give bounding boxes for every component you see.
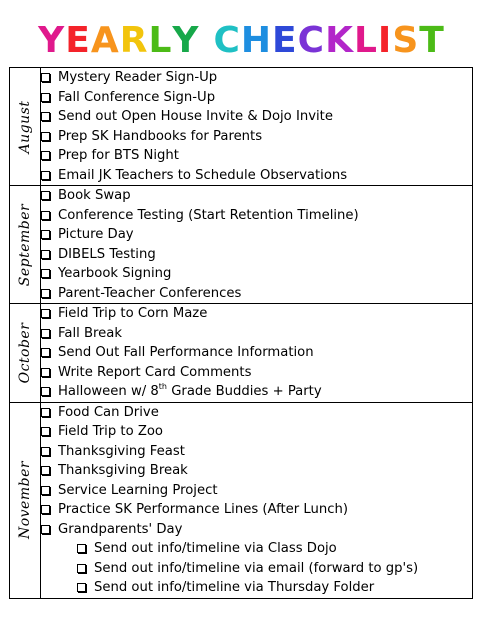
item-label: Field Trip to Corn Maze	[58, 306, 208, 322]
month-label: October	[17, 322, 33, 384]
month-items	[41, 186, 473, 304]
month-row-october	[10, 304, 473, 403]
month-row-november	[10, 402, 473, 598]
title-letter: H	[240, 20, 273, 61]
checkbox-icon[interactable]	[41, 505, 50, 514]
checkbox-icon[interactable]	[41, 73, 50, 82]
item-label: Send out Open House Invite & Dojo Invite	[58, 109, 333, 125]
item-label: Write Report Card Comments	[58, 364, 252, 380]
item-label: Field Trip to Zoo	[58, 424, 163, 440]
title-letter: Y	[172, 20, 200, 61]
month-row-august	[10, 68, 473, 186]
item-label: Send out info/timeline via email (forward to gp's)	[94, 560, 419, 576]
item-label: Fall Conference Sign-Up	[58, 89, 216, 105]
checkbox-icon[interactable]	[41, 466, 50, 475]
checklist-item[interactable]	[41, 442, 472, 462]
checklist-item-halloween[interactable]	[41, 382, 472, 402]
month-label-cell	[10, 402, 41, 598]
checkbox-icon[interactable]	[41, 427, 50, 436]
checkbox-icon[interactable]	[41, 387, 50, 396]
checklist-item[interactable]	[41, 186, 472, 206]
item-label	[58, 384, 322, 399]
checkbox-icon[interactable]	[77, 544, 86, 553]
checklist-item[interactable]	[41, 461, 472, 481]
checklist-table	[9, 67, 473, 599]
checklist-item[interactable]	[41, 363, 472, 383]
checkbox-icon[interactable]	[41, 309, 50, 318]
month-label-cell	[10, 186, 41, 304]
title-letter: Y	[38, 20, 66, 61]
title-letter: C	[297, 20, 326, 61]
item-label: Send out info/timeline via Thursday Folder	[94, 580, 375, 596]
checkbox-icon[interactable]	[77, 564, 86, 573]
checklist-item[interactable]	[41, 304, 472, 324]
checklist-item[interactable]	[41, 500, 472, 520]
item-label: Send Out Fall Performance Information	[58, 345, 314, 361]
item-label: Email JK Teachers to Schedule Observations	[58, 167, 348, 183]
checkbox-icon[interactable]	[41, 250, 50, 259]
checklist-item[interactable]	[41, 520, 472, 540]
title-letter: E	[272, 20, 298, 61]
item-label: Yearbook Signing	[58, 266, 172, 282]
checkbox-icon[interactable]	[41, 191, 50, 200]
title-letter: C	[213, 20, 241, 61]
checkbox-icon[interactable]	[41, 211, 50, 220]
month-row-september	[10, 186, 473, 304]
title-letter: I	[377, 20, 393, 61]
checklist-item[interactable]	[41, 245, 472, 265]
month-label: November	[17, 460, 33, 540]
checkbox-icon[interactable]	[41, 93, 50, 102]
checklist-subitem[interactable]	[41, 578, 472, 598]
checkbox-icon[interactable]	[41, 112, 50, 121]
title-letter: A	[90, 20, 120, 61]
item-label: Conference Testing (Start Retention Timeline)	[58, 207, 359, 223]
title-letter: L	[148, 20, 173, 61]
item-label: Grandparents' Day	[58, 521, 183, 537]
checklist-item[interactable]	[41, 343, 472, 363]
checkbox-icon[interactable]	[41, 329, 50, 338]
item-label-part: Halloween w/ 8	[58, 384, 159, 400]
checklist-item[interactable]	[41, 107, 472, 127]
checklist-item[interactable]	[41, 146, 472, 166]
title-letter: S	[392, 20, 420, 61]
item-label: Thanksgiving Break	[58, 463, 188, 479]
checkbox-icon[interactable]	[41, 151, 50, 160]
month-items	[41, 304, 473, 403]
item-label: DIBELS Testing	[58, 246, 156, 262]
checkbox-icon[interactable]	[41, 171, 50, 180]
checkbox-icon[interactable]	[41, 447, 50, 456]
item-label: Prep for BTS Night	[58, 148, 179, 164]
checklist-item[interactable]	[41, 422, 472, 442]
item-label: Parent-Teacher Conferences	[58, 285, 242, 301]
checklist-item[interactable]	[41, 324, 472, 344]
title-letter: R	[119, 20, 149, 61]
month-label: September	[17, 203, 33, 286]
item-label: Book Swap	[58, 188, 131, 204]
title-letter: L	[353, 20, 378, 61]
checklist-item[interactable]	[41, 403, 472, 423]
item-label: Send out info/timeline via Class Dojo	[94, 541, 337, 557]
month-items	[41, 68, 473, 186]
item-label: Service Learning Project	[58, 482, 218, 498]
item-label: Picture Day	[58, 227, 134, 243]
item-label-part: Grade Buddies + Party	[167, 384, 322, 400]
checkbox-icon[interactable]	[41, 525, 50, 534]
checklist-item[interactable]	[41, 88, 472, 108]
checklist-item[interactable]	[41, 284, 472, 304]
checkbox-icon[interactable]	[41, 348, 50, 357]
checkbox-icon[interactable]	[41, 486, 50, 495]
page-title	[0, 18, 483, 64]
checklist-subitem[interactable]	[41, 559, 472, 579]
title-letter: T	[419, 20, 445, 61]
checklist-item[interactable]	[41, 225, 472, 245]
item-label: Food Can Drive	[58, 404, 159, 420]
checkbox-icon[interactable]	[41, 132, 50, 141]
checklist-item[interactable]	[41, 264, 472, 284]
title-letter: E	[65, 20, 91, 61]
month-label: August	[17, 100, 33, 153]
checklist-item[interactable]	[41, 481, 472, 501]
item-label: Thanksgiving Feast	[58, 443, 185, 459]
checkbox-icon[interactable]	[41, 230, 50, 239]
checklist-item[interactable]	[41, 166, 472, 186]
checkbox-icon[interactable]	[77, 583, 86, 592]
item-label: Practice SK Performance Lines (After Lunch)	[58, 502, 348, 518]
checklist-item[interactable]	[41, 127, 472, 147]
checklist-subitem[interactable]	[41, 539, 472, 559]
item-label: Fall Break	[58, 325, 122, 341]
checkbox-icon[interactable]	[41, 289, 50, 298]
month-label-cell	[10, 304, 41, 403]
item-label: Mystery Reader Sign-Up	[58, 70, 218, 86]
checklist-item[interactable]	[41, 206, 472, 226]
title-letter: K	[325, 20, 354, 61]
ordinal-suffix: th	[158, 382, 167, 391]
checkbox-icon[interactable]	[41, 408, 50, 417]
checklist-item[interactable]	[41, 68, 472, 88]
checkbox-icon[interactable]	[41, 269, 50, 278]
month-items	[41, 402, 473, 598]
item-label: Prep SK Handbooks for Parents	[58, 128, 263, 144]
checkbox-icon[interactable]	[41, 368, 50, 377]
month-label-cell	[10, 68, 41, 186]
